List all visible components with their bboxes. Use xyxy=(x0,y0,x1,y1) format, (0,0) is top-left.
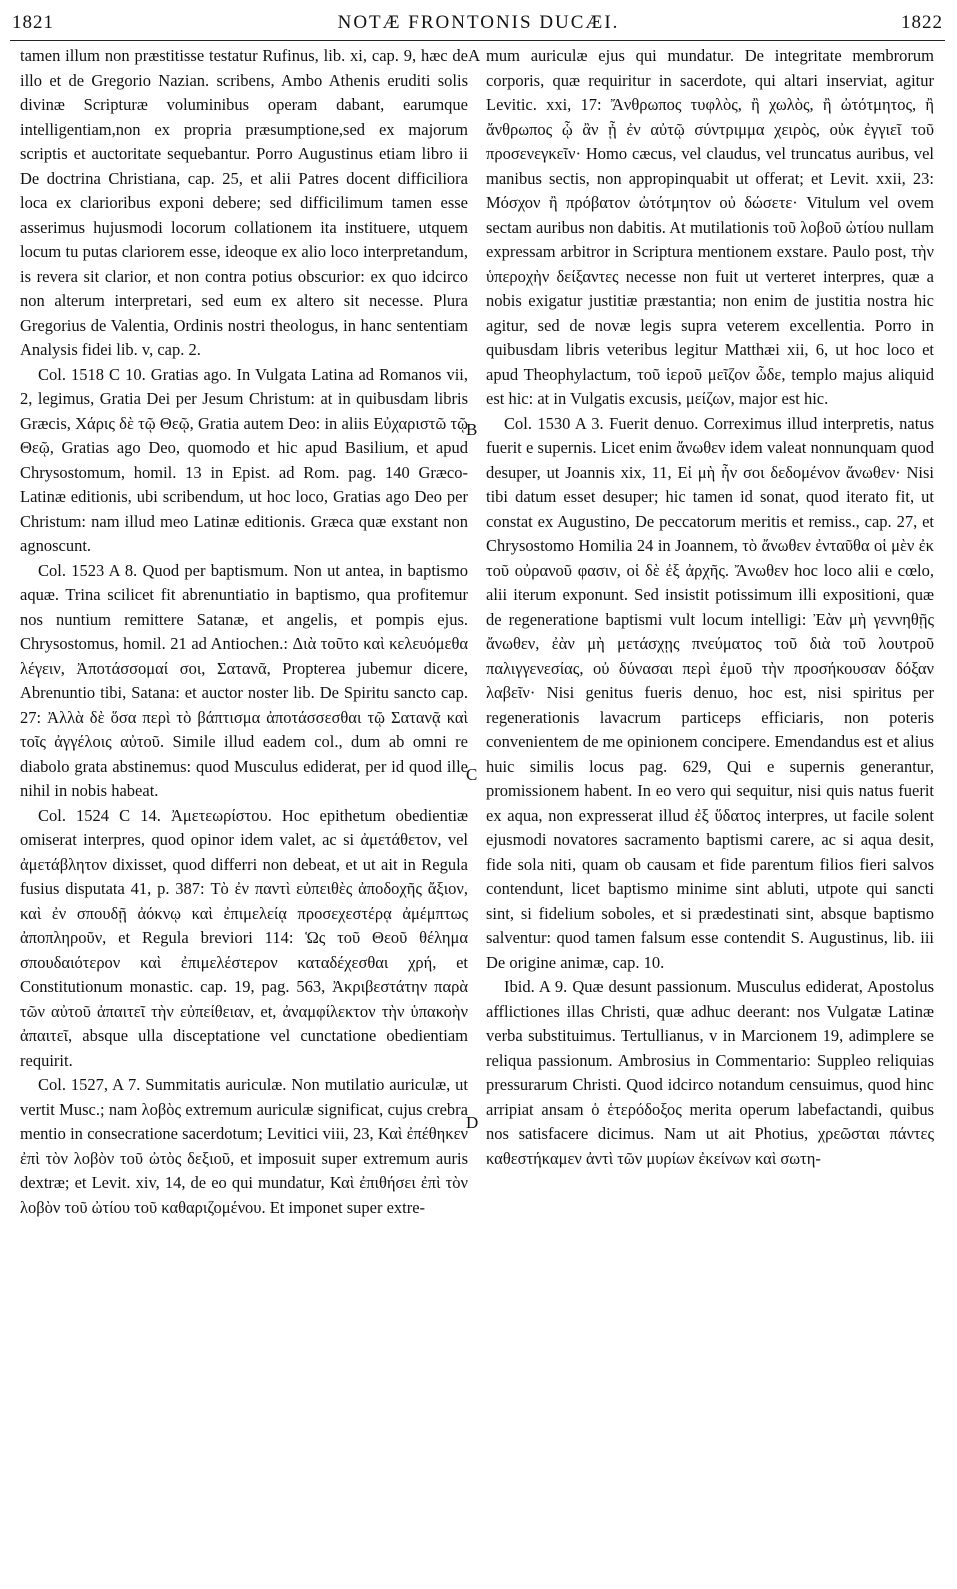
paragraph: Col. 1530 A 3. Fuerit denuo. Correximus illud interpretis, natus fuerit e supernis. Licet enim ἄνωθεν idem valeat nonnunquam quod desuper, ut Joannis xix, 11, Εἰ μὴ ἦν σοι δεδομένον ἄνωθεν· Nisi tibi datum esset desuper; hic tamen id sonat, quod iterato fit, ut constat ex Augustino, De peccatorum meritis et remiss., cap. 27, et Chrysostomo Homilia 24 in Joannem, τὸ ἄνωθεν ἐνταῦθα οἱ μὲν ἐκ τοῦ οὐρανοῦ φασιν, οἱ δὲ ἐξ ἀρχῆς. Ἄνωθεν hoc loco alii e cœlo, alii iterum exponunt. Sed insistit potissimum illi expositioni, quæ de regeneratione baptismi vult locum intelligi: Ἐὰν μὴ γεννηθῇς ἄνωθεν, ἐὰν μὴ μετάσχῃς πνεύματος τοῦ διὰ τοῦ λουτροῦ παλιγγενεσίας, οὐ δύνασαι περὶ ἐμοῦ τὴν προσήκουσαν δόξαν λαβεῖν· Nisi genitus fueris denuo, hoc est, nisi spiritus per regenerationis lavacrum particeps efficiaris, non poteris convenientem de me opinionem concipere. Emendandus est et alius huic similis locus pag. 629, Qui e supernis generantur, promissionem habent. In eo vero qui sequitur, nisi quis natus fuerit ex aqua, non expresserat illud ἐξ ὕδατος interpres, ut facile solent ejusmodi novatores sacramento baptismi carere, ac si aqua desit, fide sola niti, quam ob causam et fide parentum filios fieri salvos contendunt, licet baptismo minime sint abluti, utpote qui sancti sint, si fidelium soboles, et si prædestinati sint, absque baptismo salventur: quod tamen falsum esse contendit S. Augustinus, lib. iii De origine animæ, cap. 10. xyxy=(486,413,934,972)
paragraph: tamen illum non præstitisse testatur Rufinus, lib. xi, cap. 9, hæc de illo et de Gregorio Nazian. scribens, Ambo Athenis eruditi solis divinæ Scripturæ voluminibus operam dabant, earumque intelligentiam,non ex propria præsumptione,sed ex majorum scriptis et auctoritate sequebantur. Porro Augustinus etiam libro ii De doctrina Christiana, cap. 25, et alii Patres docent difficiliora loca ex clarioribus exponi debere; sed difficilimum tamen esse asserimus hujusmodi locorum collationem ita instituere, utquem locum tu putas clariorem esse, ideoque ex alio loco interpretandum, is revera sit clarior, et non contra potius obscurior: ex quo idcirco non alterum interpretari, sed eum ex altero sit necesse. Plura Gregorius de Valentia, Ordinis nostri theologus, in hanc sententiam Analysis fidei lib. v, cap. 2. xyxy=(20,46,468,359)
paragraph: mum auriculæ ejus qui mundatur. De integritate membrorum corporis, quæ requiritur in sacerdote, qui altari inserviat, agitur Levitic. xxi, 17: Ἄνθρωπος τυφλὸς, ἢ χωλὸς, ἢ ὠτότμητος, ἢ ἄνθρωπος ᾧ ἂν ᾖ ἐν αὐτῷ σύντριμμα χειρὸς, οὐκ ἐγγιεῖ τοῦ προσενεγκεῖν· Homo cæcus, vel claudus, vel truncatus auribus, vel manibus sectis, non appropinquabit ut offerat; et Levit. xxii, 23: Μόσχον ἢ πρόβατον ὠτότμητον οὐ δώσετε· Vitulum vel ovem sectam auribus non dabitis. At mutilationis τοῦ λοβοῦ ὠτίου nullam expressam arbitror in Scriptura mentionem exstare. Paulo post, τὴν ὑπεροχὴν δείξαντες necesse non fuit ut verteret interpres, quæ a nobis exigatur justitiæ præstantia; non enim de justitia nostra hic agitur, sed de novæ legis supra veterem excellentia. Porro in quibusdam libris veteribus legitur Matthæi xii, 6, ut hoc loco et apud Theophylactum, τοῦ ἱεροῦ μεῖζον ὧδε, templo majus aliquid est hic: at in Vulgatis excusis, μείζων, major est hic. xyxy=(486,46,934,408)
paragraph: Col. 1523 A 8. Quod per baptismum. Non ut antea, in baptismo aquæ. Trina scilicet fit abrenuntiatio in baptismo, qua profitemur nos nuntium remittere Satanæ, et angelis, et pompis ejus. Chrysostomus, homil. 21 ad Antiochen.: Διὰ τοῦτο καὶ κελευόμεθα λέγειν, Ἀποτάσσομαί σοι, Σατανᾶ, Propterea jubemur dicere, Abrenuntio tibi, Satana: et auctor noster lib. De Spiritu sancto cap. 27: Ἀλλὰ δὲ ὅσα περὶ τὸ βάπτισμα ἀποτάσσεσθαι τῷ Σατανᾷ καὶ τοῖς ἀγγέλοις αὐτοῦ. Simile illud eadem col., dum ab omni re diabolo grata abstinemus: quod Musculus ediderat, per id quod ille nihil in nobis habeat. xyxy=(20,560,468,800)
section-marker-b: B xyxy=(466,420,478,439)
section-marker-a: A xyxy=(468,46,481,65)
section-marker-d: D xyxy=(466,1113,479,1132)
section-marker-c: C xyxy=(466,765,478,784)
paragraph: Col. 1524 C 14. Ἀμετεωρίστου. Hoc epithetum obedientiæ omiserat interpres, quod opinor idem valet, ac si ἀμετάθετον, vel ἀμετάβλητον dixisset, quod differri non debeat, et ut ait in Regula fusius disputata 41, p. 387: Τὸ ἐν παντὶ εὐπειθὲς ἀποδοχῆς ἄξιον, καὶ ἐν σπουδῇ ἀόκνῳ καὶ ἐπιμελείᾳ προσεχεστέρᾳ ἀμέμπτως ἀποπληροῦν, et Regula breviori 114: Ὡς τοῦ Θεοῦ θέλημα σπουδαιότερον καὶ ἐπιμελέστερον καταδέχεσθαι χρή, et Constitutionum monastic. cap. 19, pag. 563, Ἀκριβεστάτην παρὰ τῶν αὐτοῦ ἀπαιτεῖ τὴν εὐπείθειαν, et, ἀναμφίλεκτον τὴν ὑπακοὴν ἀπαιτεῖ, absque ulla disceptatione vel cunctatione obedientiam requirit. xyxy=(20,805,468,1070)
running-title: NOTÆ FRONTONIS DUCÆI. xyxy=(337,12,620,33)
page-header xyxy=(0,8,957,38)
left-column xyxy=(20,44,468,1220)
header-rule xyxy=(10,40,945,41)
paragraph: Col. 1527, A 7. Summitatis auriculæ. Non mutilatio auriculæ, ut vertit Musc.; nam λοβὸς extremum auriculæ significat, cujus crebra mentio in consecratione sacerdotum; Levitici viii, 23, Καὶ ἐπέθηκεν ἐπὶ τὸν λοβὸν τοῦ ὠτὸς δεξιοῦ, et imposuit super extremum auris dextræ; et Levit. xiv, 14, de eo qui mundatur, Καὶ ἐπιθήσει ἐπὶ τὸν λοβὸν τοῦ ὠτίου τοῦ καθαριζομένου. Et imponet super extre- xyxy=(20,1075,468,1217)
right-page-number: 1822 xyxy=(901,12,943,33)
paragraph: Ibid. A 9. Quæ desunt passionum. Musculus ediderat, Apostolus afflictiones illas Christi, quæ adhuc deerant: nos Vulgatæ Latinæ verba substituimus. Tertullianus, v in Marcionem 19, adimplere se reliqua passionum. Ambrosius in Commentario: Suppleo reliquias pressurarum Christi. Quod idcirco notandum censuimus, quod hinc arripiat ansam ὁ ἑτερόδοξος merita operum labefactandi, quibus nos satisfacere dicimus. Nam ut ait Photius, χρεῶσται πάντες καθεστήκαμεν ἀντὶ τῶν μυρίων ἐκείνων καὶ σωτη- xyxy=(486,977,934,1168)
right-column xyxy=(486,44,934,1171)
left-page-number: 1821 xyxy=(12,12,54,33)
paragraph: Col. 1518 C 10. Gratias ago. In Vulgata Latina ad Romanos vii, 2, legimus, Gratia Dei per Jesum Christum: at in quibusdam libris Græcis, Χάρις δὲ τῷ Θεῷ, Gratia autem Deo: in aliis Εὐχαριστῶ τῷ Θεῷ, Gratias ago Deo, quomodo et hic apud Basilium, et apud Chrysostomum, homil. 13 in Epist. ad Rom. pag. 140 Græco-Latinæ editionis, ubi scribendum, ut hoc loco, Gratias ago Deo per Christum: nam illud meo Latinæ editionis. Græca quæ exstant non agnoscunt. xyxy=(20,364,468,555)
